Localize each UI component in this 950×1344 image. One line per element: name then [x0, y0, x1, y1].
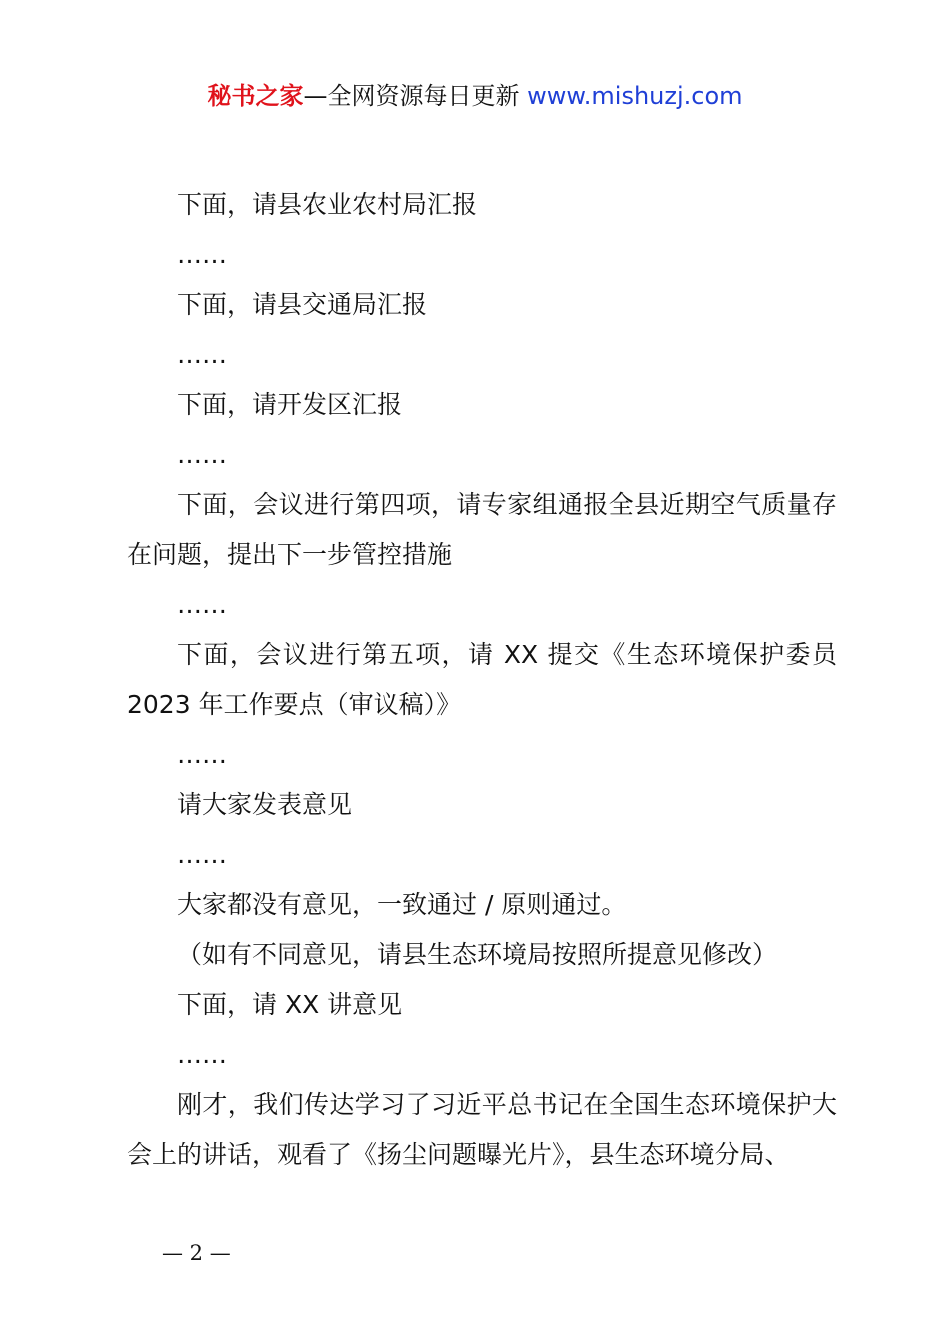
paragraph-devzone-report: 下面，请开发区汇报: [177, 390, 403, 419]
ellipsis-line: ……: [177, 440, 227, 469]
site-header: [0, 78, 950, 114]
brand-name: 秘书之家: [207, 82, 304, 110]
paragraph-summary: 刚才，我们传达学习了习近平总书记在全国生态环境保护大会上的讲话，观看了《扬尘问题曝光片》，县生态环境分局、: [127, 1090, 837, 1169]
page-number: — 2 —: [162, 1241, 231, 1265]
ellipsis-line: ……: [177, 840, 227, 869]
paragraph-agri-report: 下面，请县农业农村局汇报: [177, 190, 478, 219]
ellipsis-line: ……: [177, 340, 227, 369]
ellipsis-line: ……: [177, 740, 227, 769]
ellipsis-line: ……: [177, 240, 227, 269]
paragraph-item-five: 下面，会议进行第五项，请 XX 提交《生态环境保护委员 2023 年工作要点（审议稿）》: [127, 640, 837, 719]
ellipsis-line: ……: [177, 590, 227, 619]
header-tagline: —全网资源每日更新: [303, 82, 528, 110]
paragraph-transport-report: 下面，请县交通局汇报: [177, 290, 428, 319]
paragraph-item-four: 下面，会议进行第四项，请专家组通报全县近期空气质量存在问题，提出下一步管控措施: [127, 490, 837, 569]
ellipsis-line: ……: [177, 1040, 227, 1069]
document-body: [127, 180, 837, 1180]
paragraph-revision-note: （如有不同意见，请县生态环境局按照所提意见修改）: [177, 940, 778, 969]
paragraph-approval: 大家都没有意见，一致通过 / 原则通过。: [177, 890, 627, 919]
paragraph-speech-request: 下面，请 XX 讲意见: [177, 990, 403, 1019]
site-url-link[interactable]: www.mishuzj.com: [527, 82, 743, 110]
paragraph-opinions-request: 请大家发表意见: [177, 790, 353, 819]
